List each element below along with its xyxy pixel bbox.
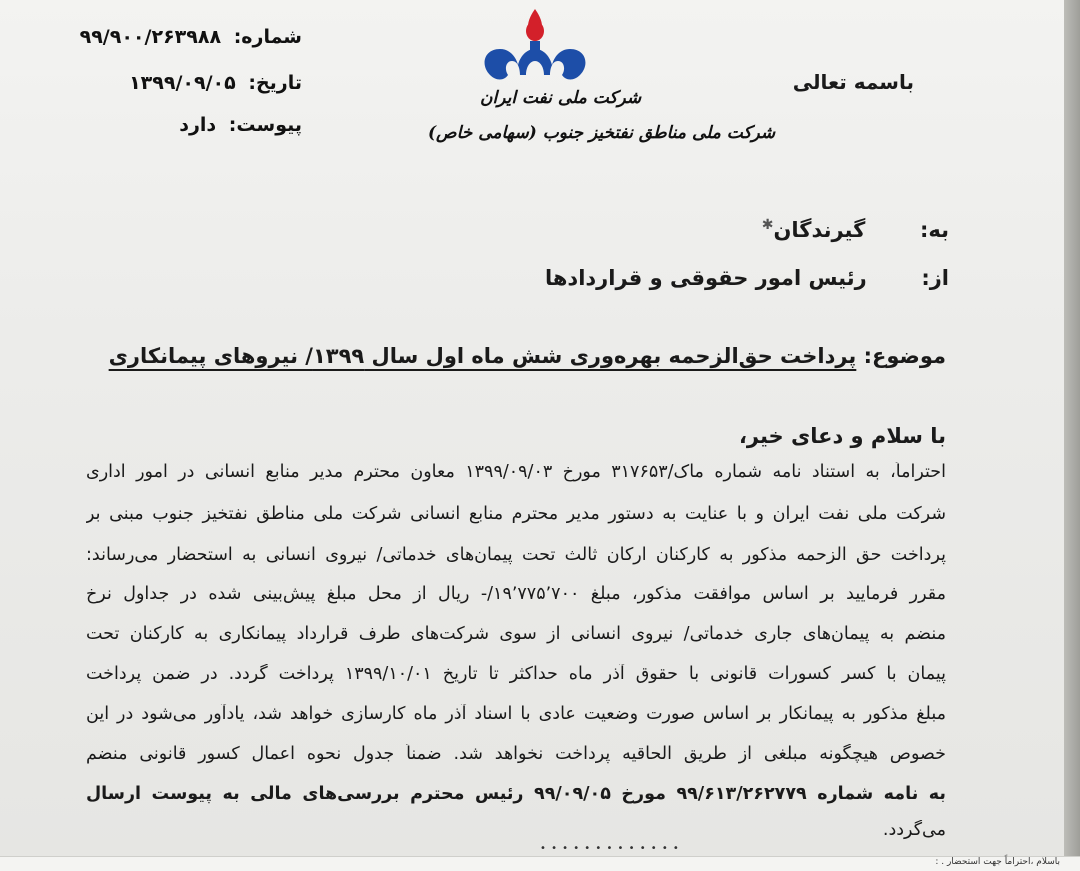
subject-row bbox=[109, 344, 946, 368]
footer-strip bbox=[0, 856, 1080, 871]
letter-attachment bbox=[179, 114, 302, 136]
body-line-10: می‌گردد. bbox=[882, 820, 946, 840]
page-dots-divider: • • • • • • • • • • • • • bbox=[540, 843, 680, 854]
body-line-5: منضم به پیمان‌های جاری خدماتی/ نیروی انسانی از سوی شرکت‌های طرف قرارداد پیمانکاری به کارکنان تحت bbox=[86, 624, 946, 644]
body-line-6: پیمان با کسر کسورات قانونی با حقوق آذر ماه حداکثر تا تاریخ ۱۳۹۹/۱۰/۰۱ پرداخت گردد. در ضمن پرداخت bbox=[86, 664, 946, 684]
body-line-9: به نامه شماره ۹۹/۶۱۳/۲۶۲۷۷۹ مورخ ۹۹/۰۹/۰۵ رئیس محترم بررسی‌های مالی به پیوست ارسال bbox=[86, 784, 946, 804]
letter-number-label: شماره: bbox=[233, 26, 302, 48]
body-line-1: احتراماً، به استناد نامه شماره ماک/۳۱۷۶۵۳ مورخ ۱۳۹۹/۰۹/۰۳ معاون محترم مدیر منابع انسانی در امور اداری bbox=[86, 462, 946, 482]
letter-number bbox=[80, 26, 302, 48]
recipient-value: گیرندگان bbox=[773, 218, 866, 242]
recipient-label: به: bbox=[919, 218, 949, 242]
body-line-4: مقرر فرمایید بر اساس موافقت مذکور، مبلغ ۱۹٬۷۷۵٬۷۰۰/- ریال از محل مبلغ پیش‌بینی شده در جداول نرخ bbox=[86, 584, 946, 604]
body-line-8: خصوص هیچگونه مبلغی از طریق الحاقیه پرداخت نخواهد شد. ضمناً جدول نحوه اعمال کسور قانونی منضم bbox=[86, 744, 946, 764]
letter-number-value: ۹۹/۹۰۰/۲۶۳۹۸۸ bbox=[79, 26, 222, 48]
asterisk-icon: ✱ bbox=[761, 217, 774, 233]
nioc-logo-icon bbox=[470, 5, 600, 95]
letter-date-value: ۱۳۹۹/۰۹/۰۵ bbox=[129, 72, 236, 94]
body-line-2: شرکت ملی نفت ایران و با عنایت به دستور مدیر محترم منابع انسانی شرکت ملی مناطق نفتخیز جنوب مبنی بر bbox=[86, 504, 946, 524]
letter-attachment-label: پیوست: bbox=[228, 114, 302, 136]
body-line-3: پرداخت حق الزحمه مذکور به کارکنان ارکان ثالث تحت پیمان‌های خدماتی/ نیروی انسانی به استحضار می‌رساند: bbox=[86, 545, 946, 565]
letter-date bbox=[129, 72, 302, 94]
body-line-7: مبلغ مذکور به پیمانکار بر اساس صورت وضعیت عادی با اسناد آذر ماه کارسازی خواهد شد، یادآور می‌شود در این bbox=[86, 704, 946, 724]
letter-date-label: تاریخ: bbox=[248, 72, 302, 94]
company-name-line2: شرکت ملی مناطق نفتخیز جنوب (سهامی خاص) bbox=[428, 123, 776, 143]
letter-attachment-value: دارد bbox=[179, 114, 217, 136]
page-edge bbox=[1064, 0, 1080, 871]
recipient-row bbox=[762, 217, 949, 242]
bismillah-heading: باسمه تعالی bbox=[792, 70, 914, 94]
sender-row bbox=[545, 266, 949, 290]
sender-value: رئیس امور حقوقی و قراردادها bbox=[544, 266, 867, 290]
company-name-line1: شرکت ملی نفت ایران bbox=[480, 88, 642, 108]
subject-label: موضوع: bbox=[863, 344, 946, 368]
subject-text: پرداخت حق‌الزحمه بهره‌وری شش ماه اول سال ۱۳۹۹/ نیروهای پیمانکاری bbox=[108, 344, 857, 368]
sender-label: از: bbox=[921, 266, 949, 290]
footer-strip-text: باسلام ،احتراماً جهت استحضار . : bbox=[935, 857, 1060, 867]
greeting: با سلام و دعای خیر، bbox=[738, 424, 946, 448]
